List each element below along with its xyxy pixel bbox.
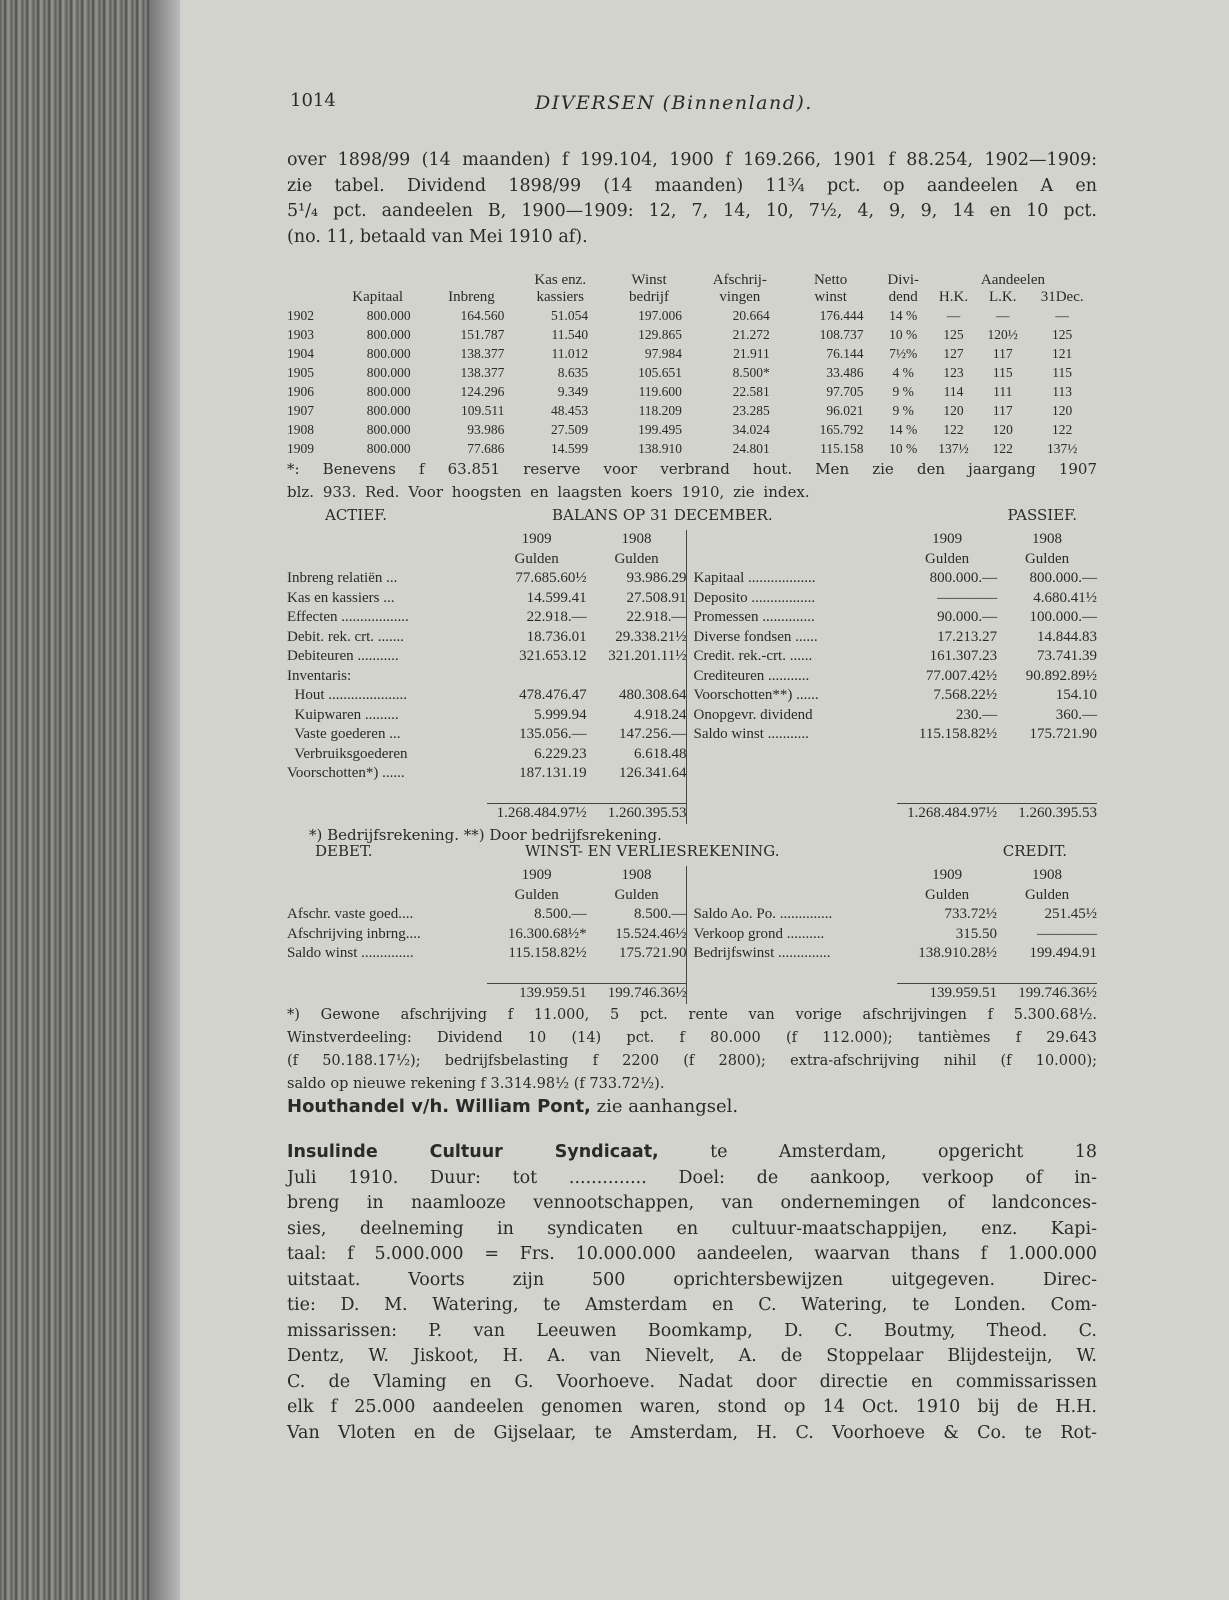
amount: 480.308.64 bbox=[618, 687, 687, 703]
table-cell: 123 bbox=[943, 364, 964, 380]
total: 1.260.395.53 bbox=[607, 805, 687, 821]
table-cell: 197.006 bbox=[638, 307, 682, 323]
amount: 321.201.11½ bbox=[608, 648, 687, 664]
text-line: breng in naamlooze vennootschappen, van ondernemingen of landconces- bbox=[287, 1193, 1097, 1213]
winst-note: (f 50.188.17½); bedrijfsbelasting f 2200 (f 2800); extra-afschrijving nihil (f 10.000); bbox=[287, 1052, 1097, 1069]
account-label: Saldo winst .............. bbox=[287, 945, 414, 961]
column-header: winst bbox=[814, 289, 847, 305]
column-header: Aandeelen bbox=[980, 272, 1045, 288]
amount: 8.500.— bbox=[633, 906, 687, 922]
column-header bbox=[331, 272, 425, 289]
column-header bbox=[425, 272, 519, 289]
debet-title: DEBET. bbox=[315, 842, 373, 860]
amount: 6.229.23 bbox=[534, 745, 587, 762]
account-label: Verbruiksgoederen bbox=[287, 745, 408, 762]
amount: 478.476.47 bbox=[519, 687, 587, 703]
amount: 360.— bbox=[1055, 706, 1097, 723]
winst-note: *) Gewone afschrijving f 11.000, 5 pct. rente van vorige afschrijvingen f 5.300.68½. bbox=[287, 1006, 1097, 1023]
text-line: Juli 1910. Duur: tot .............. Doel: de aankoop, verkoop of in- bbox=[287, 1167, 1097, 1188]
table-cell: 122 bbox=[992, 440, 1013, 456]
account-label: Kas en kassiers ... bbox=[287, 589, 395, 606]
table-row bbox=[287, 647, 1097, 667]
column-header: Inbreng bbox=[448, 289, 495, 305]
amount: 115.158.82½ bbox=[508, 945, 587, 961]
table-cell: 115 bbox=[992, 364, 1013, 380]
table-cell: 7½% bbox=[889, 345, 918, 361]
table-cell: — bbox=[995, 307, 1010, 323]
table-cell: 800.000 bbox=[366, 383, 411, 399]
table-cell: 800.000 bbox=[366, 345, 411, 361]
amount: 154.10 bbox=[1055, 687, 1097, 703]
amount: 17.213.27 bbox=[937, 628, 998, 645]
amount: 22.918.— bbox=[626, 609, 687, 625]
table-cell: 137½ bbox=[1046, 440, 1078, 456]
unit-header: Gulden bbox=[514, 886, 559, 903]
table-cell: 115 bbox=[1052, 364, 1073, 380]
amount: 230.— bbox=[955, 706, 998, 723]
table-cell: 125 bbox=[943, 326, 964, 342]
account-label: Saldo Ao. Po. .............. bbox=[687, 905, 897, 925]
text-line: zie tabel. Dividend 1898/99 (14 maanden) 11¾ pct. op aandeelen A en bbox=[287, 175, 1097, 196]
table-cell: 10 % bbox=[889, 326, 918, 342]
stats-table bbox=[287, 272, 1097, 458]
table-cell: 111 bbox=[993, 383, 1013, 399]
table-cell: — bbox=[946, 307, 961, 323]
balans-note: *) Bedrijfsrekening. **) Door bedrijfsrekening. bbox=[309, 825, 662, 844]
table-cell: 22.581 bbox=[732, 383, 770, 399]
table-row bbox=[287, 382, 1097, 401]
year-header: 1909 bbox=[521, 531, 552, 547]
table-cell: 10 % bbox=[889, 440, 918, 456]
amount: 115.158.82½ bbox=[918, 726, 998, 742]
amount: 27.508.91 bbox=[626, 589, 687, 606]
amount: 5.999.94 bbox=[534, 706, 587, 723]
company-name: Insulinde Cultuur Syndicaat, bbox=[287, 1142, 659, 1162]
account-label: Hout ..................... bbox=[287, 687, 407, 703]
stats-table-block bbox=[287, 272, 1097, 504]
amount bbox=[487, 667, 587, 687]
table-cell: 120 bbox=[992, 421, 1013, 437]
table-cell: 8.635 bbox=[557, 364, 589, 380]
column-header bbox=[287, 272, 331, 289]
table-cell: 97.984 bbox=[644, 345, 682, 361]
table-cell: 9 % bbox=[892, 383, 914, 399]
column-header: Netto bbox=[813, 272, 848, 288]
table-cell: 23.285 bbox=[732, 402, 770, 418]
amount: 29.338.21½ bbox=[615, 628, 687, 645]
amount: 77.685.60½ bbox=[515, 570, 587, 586]
balans-table bbox=[287, 530, 1097, 824]
amount: 199.494.91 bbox=[1029, 945, 1097, 961]
unit-header: Gulden bbox=[614, 550, 659, 567]
table-row bbox=[287, 439, 1097, 458]
unit-header: Gulden bbox=[1024, 886, 1070, 903]
amount: 90.000.— bbox=[937, 609, 998, 625]
table-cell: 14 % bbox=[889, 307, 918, 323]
column-header: L.K. bbox=[988, 289, 1017, 305]
table-cell: 121 bbox=[1052, 345, 1073, 361]
account-label: Kapitaal .................. bbox=[687, 569, 897, 589]
account-label: Effecten .................. bbox=[287, 609, 409, 625]
company-location: te Amsterdam, opgericht 18 bbox=[658, 1142, 1097, 1162]
table-row bbox=[287, 589, 1097, 609]
totals-row bbox=[287, 804, 1097, 824]
table-cell: 129.865 bbox=[638, 326, 682, 342]
amount: 138.910.28½ bbox=[918, 945, 998, 961]
year-header: 1908 bbox=[1032, 867, 1063, 883]
account-label: Inbreng relatiën ... bbox=[287, 570, 398, 586]
table-cell: 115.158 bbox=[820, 440, 864, 456]
total: 1.260.395.53 bbox=[1018, 805, 1097, 821]
amount: 135.056.— bbox=[519, 726, 587, 742]
amount: 15.524.46½ bbox=[615, 925, 687, 942]
amount: 187.131.19 bbox=[519, 765, 587, 781]
table-row bbox=[287, 725, 1097, 745]
text-line: sies, deelneming in syndicaten en cultuur-maatschappijen, enz. Kapi- bbox=[287, 1218, 1097, 1239]
table-row bbox=[287, 667, 1097, 687]
table-cell: 51.054 bbox=[551, 307, 589, 323]
account-label: Afschrijving inbrng.... bbox=[287, 925, 421, 942]
account-label: Verkoop grond .......... bbox=[687, 925, 897, 945]
year-header: 1909 bbox=[521, 867, 552, 883]
winst-title: WINST- EN VERLIESREKENING. bbox=[525, 842, 780, 860]
amount: 18.736.01 bbox=[526, 628, 587, 645]
table-cell: 21.911 bbox=[733, 345, 770, 361]
amount: 175.721.90 bbox=[1029, 726, 1097, 742]
text-line: uitstaat. Voorts zijn 500 oprichtersbewijzen uitgegeven. Direc- bbox=[287, 1269, 1097, 1290]
table-row bbox=[287, 420, 1097, 439]
winst-table bbox=[287, 866, 1097, 1004]
amount: 73.741.39 bbox=[1037, 648, 1097, 664]
table-cell: 1907 bbox=[287, 402, 314, 418]
table-cell: 120½ bbox=[987, 326, 1018, 342]
table-cell: 20.664 bbox=[732, 307, 770, 323]
table-cell: 105.651 bbox=[638, 364, 682, 380]
amount: 147.256.— bbox=[618, 726, 687, 742]
table-cell: 117 bbox=[992, 402, 1013, 418]
total: 1.268.484.97½ bbox=[907, 805, 998, 821]
text-line: Van Vloten en de Gijselaar, te Amsterdam, H. C. Voorhoeve & Co. te Rot- bbox=[287, 1422, 1097, 1443]
table-cell: 108.737 bbox=[819, 326, 864, 342]
table-row bbox=[287, 925, 1097, 945]
unit-header: Gulden bbox=[514, 550, 559, 567]
winst-notes bbox=[287, 1004, 1097, 1096]
table-cell: 800.000 bbox=[366, 421, 411, 437]
column-header: dend bbox=[888, 289, 918, 305]
table-row bbox=[287, 764, 1097, 784]
table-cell: 122 bbox=[943, 421, 964, 437]
table-cell: 127 bbox=[943, 345, 964, 361]
year-header: 1909 bbox=[932, 867, 963, 883]
amount bbox=[587, 667, 687, 687]
table-cell: 21.272 bbox=[732, 326, 770, 342]
winst-note: saldo op nieuwe rekening f 3.314.98½ (f 733.72½). bbox=[287, 1075, 665, 1092]
table-cell: 125 bbox=[1052, 326, 1073, 342]
table-row bbox=[287, 363, 1097, 382]
account-label: Diverse fondsen ...... bbox=[687, 628, 897, 648]
credit-title: CREDIT. bbox=[1002, 842, 1067, 860]
insulinde-first-line bbox=[287, 1140, 1097, 1166]
account-label: Crediteuren ........... bbox=[687, 667, 897, 687]
table-cell: 114 bbox=[943, 383, 964, 399]
account-label: Credit. rek.-crt. ...... bbox=[687, 647, 897, 667]
account-label: Vaste goederen ... bbox=[287, 726, 401, 742]
account-label: Deposito ................. bbox=[687, 589, 897, 609]
text-line: elk f 25.000 aandeelen genomen waren, stond op 14 Oct. 1910 bij de H.H. bbox=[287, 1397, 1097, 1417]
table-cell: 1905 bbox=[287, 364, 314, 380]
year-header: 1908 bbox=[1032, 531, 1063, 547]
amount: 126.341.64 bbox=[618, 765, 687, 781]
table-cell: 14 % bbox=[889, 421, 918, 437]
intro-paragraph bbox=[287, 148, 1097, 250]
table-cell: 1906 bbox=[287, 383, 314, 399]
balans-block bbox=[287, 506, 1097, 847]
column-header: Divi- bbox=[887, 272, 920, 288]
table-cell: 77.686 bbox=[467, 440, 505, 456]
column-header: Kas enz. bbox=[534, 272, 587, 288]
table-row bbox=[287, 944, 1097, 964]
stats-note: *: Benevens f 63.851 reserve voor verbrand hout. Men zie den jaargang 1907 bbox=[287, 460, 1097, 478]
table-row bbox=[287, 905, 1097, 925]
table-cell: 1904 bbox=[287, 345, 314, 361]
column-header: H.K. bbox=[938, 289, 969, 305]
winst-note: Winstverdeeling: Dividend 10 (14) pct. f 80.000 (f 112.000); tantièmes f 29.643 bbox=[287, 1029, 1097, 1046]
table-cell: 1902 bbox=[287, 307, 314, 323]
insulinde-entry bbox=[287, 1140, 1097, 1446]
book-gutter bbox=[150, 0, 180, 1600]
table-cell: 76.144 bbox=[826, 345, 864, 361]
amount: 733.72½ bbox=[944, 906, 998, 922]
table-cell: 96.021 bbox=[826, 402, 864, 418]
table-cell: 33.486 bbox=[826, 364, 864, 380]
year-header: 1908 bbox=[621, 867, 652, 883]
column-header: Winst bbox=[631, 272, 667, 288]
company-ref: zie aanhangsel. bbox=[590, 1096, 739, 1117]
amount: 800.000.— bbox=[929, 570, 998, 586]
table-cell: 48.453 bbox=[551, 402, 589, 418]
table-cell: 124.296 bbox=[460, 383, 505, 399]
actief-title: ACTIEF. bbox=[325, 506, 388, 524]
amount: 175.721.90 bbox=[618, 945, 687, 961]
amount: 90.892.89½ bbox=[1025, 667, 1097, 684]
table-cell: 176.444 bbox=[819, 307, 864, 323]
table-cell: 138.377 bbox=[460, 364, 505, 380]
table-cell: 1908 bbox=[287, 421, 314, 437]
account-label: Debiteuren ........... bbox=[287, 648, 399, 664]
insulinde-paragraph bbox=[287, 1166, 1097, 1447]
table-cell: 109.511 bbox=[461, 402, 505, 418]
text-line: C. de Vlaming en G. Voorhoeve. Nadat door directie en commissarissen bbox=[287, 1371, 1097, 1392]
amount: 22.918.— bbox=[526, 609, 587, 625]
amount: 251.45½ bbox=[1044, 906, 1097, 922]
table-cell: 138.377 bbox=[460, 345, 505, 361]
table-cell: 164.560 bbox=[460, 307, 505, 323]
text-line: over 1898/99 (14 maanden) f 199.104, 1900 f 169.266, 1901 f 88.254, 1902—1909: bbox=[287, 150, 1097, 170]
year-header: 1909 bbox=[932, 531, 963, 547]
total: 1.268.484.97½ bbox=[496, 805, 587, 821]
amount: 4.918.24 bbox=[633, 706, 687, 723]
table-cell: 4 % bbox=[892, 364, 914, 380]
text-line: 5¹/₄ pct. aandeelen B, 1900—1909: 12, 7, 14, 10, 7½, 4, 9, 9, 14 en 10 pct. bbox=[287, 201, 1097, 221]
amount: 14.599.41 bbox=[526, 589, 587, 606]
table-cell: 27.509 bbox=[551, 421, 589, 437]
total: 139.959.51 bbox=[929, 985, 998, 1001]
column-header: Afschrij- bbox=[712, 272, 767, 288]
unit-header: Gulden bbox=[925, 886, 970, 903]
table-cell: 9 % bbox=[892, 402, 914, 418]
unit-header: Gulden bbox=[1024, 550, 1070, 567]
total: 199.746.36½ bbox=[1018, 985, 1097, 1001]
table-cell: 165.792 bbox=[819, 421, 864, 437]
amount: 321.653.12 bbox=[519, 648, 587, 664]
table-cell: 34.024 bbox=[732, 421, 770, 437]
houthandel-entry bbox=[287, 1096, 1097, 1117]
table-cell: 1909 bbox=[287, 440, 314, 456]
table-row bbox=[287, 745, 1097, 765]
account-label: Saldo winst ........... bbox=[687, 725, 897, 745]
account-label: Debit. rek. crt. ....... bbox=[287, 628, 405, 645]
account-label: Voorschotten**) ...... bbox=[687, 686, 897, 706]
column-header: vingen bbox=[719, 289, 761, 305]
amount: 315.50 bbox=[955, 925, 998, 942]
text-line: (no. 11, betaald van Mei 1910 af). bbox=[287, 226, 588, 247]
amount: ———— bbox=[1037, 925, 1097, 942]
amount: 7.568.22½ bbox=[933, 687, 998, 703]
balans-title: BALANS OP 31 DECEMBER. bbox=[552, 506, 773, 524]
table-cell: 138.910 bbox=[638, 440, 682, 456]
table-cell: 8.500* bbox=[732, 364, 770, 380]
text-line: tie: D. M. Watering, te Amsterdam en C. Watering, te Londen. Com- bbox=[287, 1295, 1097, 1315]
company-name: Houthandel v/h. William Pont, bbox=[287, 1096, 591, 1117]
running-title: DIVERSEN (Binnenland). bbox=[535, 92, 813, 114]
table-cell: 137½ bbox=[938, 440, 969, 456]
year-header: 1908 bbox=[621, 531, 652, 547]
account-label: Inventaris: bbox=[287, 667, 352, 684]
table-cell: 24.801 bbox=[732, 440, 770, 456]
column-header: 31Dec. bbox=[1040, 289, 1084, 305]
table-row bbox=[287, 401, 1097, 420]
account-label: Afschr. vaste goed.... bbox=[287, 906, 414, 922]
table-cell: 800.000 bbox=[366, 307, 411, 323]
unit-header: Gulden bbox=[614, 886, 659, 903]
account-label: Voorschotten*) ...... bbox=[287, 765, 405, 781]
table-row bbox=[287, 628, 1097, 648]
column-header bbox=[287, 289, 331, 306]
amount: 93.986.29 bbox=[626, 570, 687, 586]
table-cell: 117 bbox=[992, 345, 1013, 361]
totals-row bbox=[287, 984, 1097, 1004]
table-cell: 11.012 bbox=[551, 345, 589, 361]
table-row bbox=[287, 569, 1097, 589]
table-cell: 800.000 bbox=[366, 440, 411, 456]
total: 199.746.36½ bbox=[607, 985, 687, 1001]
stats-note: blz. 933. Red. Voor hoogsten en laagsten koers 1910, zie index. bbox=[287, 483, 810, 501]
page-number: 1014 bbox=[290, 90, 336, 111]
table-cell: 800.000 bbox=[366, 402, 411, 418]
table-cell: 1903 bbox=[287, 326, 314, 342]
table-row bbox=[287, 686, 1097, 706]
amount: 4.680.41½ bbox=[1033, 589, 1097, 606]
column-header: kassiers bbox=[536, 289, 584, 305]
table-cell: 93.986 bbox=[467, 421, 505, 437]
table-cell: — bbox=[1055, 307, 1069, 323]
table-cell: 151.787 bbox=[460, 326, 505, 342]
amount: ———— bbox=[937, 589, 998, 606]
table-cell: 199.495 bbox=[638, 421, 682, 437]
amount: 100.000.— bbox=[1029, 609, 1097, 625]
amount: 161.307.23 bbox=[929, 648, 998, 664]
table-row bbox=[287, 706, 1097, 726]
table-row bbox=[287, 344, 1097, 363]
amount: 800.000.— bbox=[1029, 570, 1097, 586]
winst-block bbox=[287, 842, 1097, 1096]
table-row bbox=[287, 306, 1097, 325]
unit-header: Gulden bbox=[925, 550, 970, 567]
table-cell: 11.540 bbox=[551, 326, 589, 342]
table-cell: 119.600 bbox=[638, 383, 682, 399]
table-cell: 14.599 bbox=[551, 440, 589, 456]
table-row bbox=[287, 325, 1097, 344]
table-cell: 122 bbox=[1052, 421, 1073, 437]
passief-title: PASSIEF. bbox=[1007, 506, 1077, 524]
table-cell: 118.209 bbox=[638, 402, 682, 418]
amount: 16.300.68½* bbox=[507, 925, 587, 942]
table-cell: 120 bbox=[943, 402, 964, 418]
table-cell: 800.000 bbox=[366, 326, 411, 342]
column-header: bedrijf bbox=[629, 289, 670, 305]
amount: 14.844.83 bbox=[1037, 628, 1097, 645]
amount: 77.007.42½ bbox=[925, 667, 998, 684]
table-cell: 120 bbox=[1052, 402, 1073, 418]
table-row bbox=[287, 608, 1097, 628]
table-cell: 113 bbox=[1052, 383, 1073, 399]
table-cell: 800.000 bbox=[366, 364, 411, 380]
amount: 6.618.48 bbox=[633, 745, 687, 762]
text-line: taal: f 5.000.000 = Frs. 10.000.000 aandeelen, waarvan thans f 1.000.000 bbox=[287, 1244, 1097, 1264]
account-label: Bedrijfswinst .............. bbox=[687, 944, 897, 964]
total: 139.959.51 bbox=[519, 985, 587, 1001]
account-label: Kuipwaren ......... bbox=[287, 706, 399, 723]
table-cell: 9.349 bbox=[557, 383, 589, 399]
column-header: Kapitaal bbox=[352, 289, 404, 305]
text-line: Dentz, W. Jiskoot, H. A. van Nievelt, A. de Stoppelaar Blijdesteijn, W. bbox=[287, 1346, 1097, 1366]
account-label: Promessen .............. bbox=[687, 608, 897, 628]
amount: 8.500.— bbox=[534, 906, 587, 922]
text-line: missarissen: P. van Leeuwen Boomkamp, D. C. Boutmy, Theod. C. bbox=[287, 1320, 1097, 1341]
table-cell: 97.705 bbox=[826, 383, 864, 399]
account-label: Onopgevr. dividend bbox=[687, 706, 897, 726]
